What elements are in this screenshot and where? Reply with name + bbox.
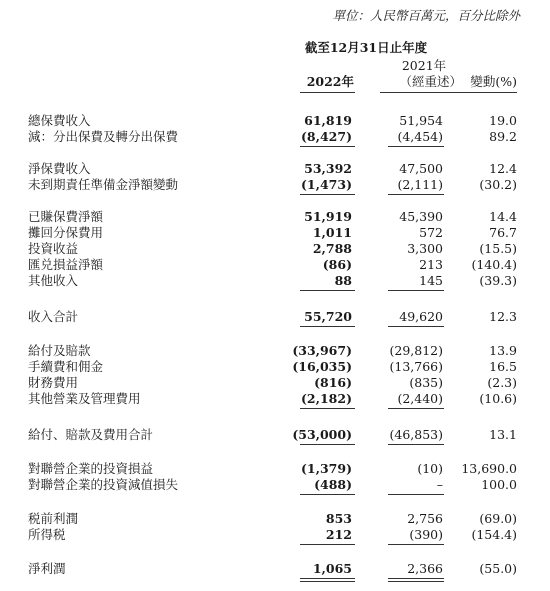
subtotal-rule — [388, 494, 444, 495]
column-header-period: 截至12月31日止年度 — [304, 40, 428, 55]
row-label: 總保費收入 — [28, 113, 91, 128]
subtotal-rule — [300, 326, 355, 327]
value-2021: (390) — [409, 527, 443, 542]
value-2021: 47,500 — [399, 161, 443, 176]
value-2022: (86) — [322, 257, 352, 272]
value-2021: 145 — [419, 273, 443, 288]
row-label: 其他收入 — [28, 273, 79, 288]
value-2022: 853 — [325, 511, 352, 526]
value-change: (30.2) — [479, 177, 517, 192]
value-2021: 3,300 — [407, 241, 443, 256]
row-label: 手續費和佣金 — [28, 359, 104, 374]
table-row — [0, 178, 550, 192]
table-row — [0, 376, 550, 390]
value-2022: (16,035) — [292, 359, 352, 374]
value-2022: 53,392 — [304, 161, 352, 176]
table-row — [0, 226, 550, 240]
value-change: 14.4 — [489, 209, 517, 224]
table-row — [0, 162, 550, 176]
row-label: 對聯營企業的投資減值損失 — [28, 477, 179, 492]
subtotal-rule — [388, 326, 444, 327]
total-double-rule — [388, 581, 444, 582]
value-change: (55.0) — [479, 561, 517, 576]
value-2022: (488) — [314, 477, 352, 492]
value-2021: 45,390 — [399, 209, 443, 224]
value-2022: 1,065 — [312, 561, 352, 576]
row-label: 淨利潤 — [28, 561, 66, 576]
value-2021: 51,954 — [399, 113, 443, 128]
row-label: 財務費用 — [28, 375, 79, 390]
table-row — [0, 428, 550, 442]
value-change: (140.4) — [471, 257, 517, 272]
table-row — [0, 512, 550, 526]
column-header-2021-year: 2021年 — [401, 58, 447, 73]
subtotal-rule — [388, 408, 444, 409]
table-row — [0, 462, 550, 476]
subtotal-rule — [300, 290, 355, 291]
header-underline-change — [455, 92, 517, 93]
value-change: 76.7 — [489, 225, 517, 240]
subtotal-rule — [300, 146, 355, 147]
table-row — [0, 478, 550, 492]
table-row — [0, 310, 550, 324]
value-change: (39.3) — [479, 273, 517, 288]
value-change: 13.1 — [489, 427, 517, 442]
value-2022: 51,919 — [304, 209, 352, 224]
value-2021: (13,766) — [389, 359, 443, 374]
subtotal-rule — [300, 194, 355, 195]
value-change: (10.6) — [479, 391, 517, 406]
row-label: 已賺保費淨額 — [28, 209, 104, 224]
value-2021: (2,440) — [397, 391, 443, 406]
value-change: 100.0 — [481, 477, 517, 492]
row-label: 減：分出保費及轉分出保費 — [28, 129, 179, 144]
row-label: 收入合計 — [28, 309, 79, 324]
value-change: 16.5 — [489, 359, 517, 374]
total-double-rule — [300, 578, 355, 579]
row-label: 匯兑損益淨額 — [28, 257, 104, 272]
subtotal-rule — [388, 194, 444, 195]
value-2022: (8,427) — [301, 129, 352, 144]
table-row — [0, 360, 550, 374]
table-row — [0, 258, 550, 272]
value-2022: 212 — [325, 527, 352, 542]
value-change: (154.4) — [471, 527, 517, 542]
row-label: 給付及賠款 — [28, 343, 91, 358]
row-label: 給付、賠款及費用合計 — [28, 427, 154, 442]
value-2021: 2,756 — [407, 511, 443, 526]
value-2021: 2,366 — [407, 561, 443, 576]
row-label: 對聯營企業的投資損益 — [28, 461, 154, 476]
total-double-rule — [300, 581, 355, 582]
value-2021: (835) — [409, 375, 443, 390]
table-row — [0, 562, 550, 576]
value-change: 19.0 — [489, 113, 517, 128]
row-label: 投資收益 — [28, 241, 79, 256]
value-2022: (1,473) — [301, 177, 352, 192]
value-2022: 1,011 — [312, 225, 352, 240]
total-double-rule — [388, 578, 444, 579]
unit-note: 單位：人民幣百萬元，百分比除外 — [332, 8, 520, 23]
table-row — [0, 130, 550, 144]
subtotal-rule — [300, 494, 355, 495]
header-underline-2021 — [380, 92, 462, 93]
value-2022: (53,000) — [292, 427, 352, 442]
subtotal-rule — [388, 146, 444, 147]
value-2021: (10) — [417, 461, 443, 476]
value-change: 12.3 — [489, 309, 517, 324]
table-row — [0, 344, 550, 358]
value-change: (2.3) — [487, 375, 517, 390]
value-2021: – — [436, 477, 443, 492]
row-label: 所得税 — [28, 527, 66, 542]
column-header-2022: 2022年 — [306, 74, 354, 89]
value-2022: 2,788 — [312, 241, 352, 256]
value-change: 89.2 — [489, 129, 517, 144]
value-change: (69.0) — [479, 511, 517, 526]
value-2022: 61,819 — [304, 113, 352, 128]
subtotal-rule — [300, 544, 355, 545]
value-change: 13,690.0 — [461, 461, 517, 476]
column-header-restated: （經重述） — [399, 74, 462, 89]
subtotal-rule — [388, 290, 444, 291]
row-label: 税前利潤 — [28, 511, 79, 526]
value-2022: (1,379) — [301, 461, 352, 476]
row-label: 其他營業及管理費用 — [28, 391, 141, 406]
value-change: (15.5) — [479, 241, 517, 256]
value-2022: (2,182) — [301, 391, 352, 406]
header-underline-2022 — [300, 92, 355, 93]
value-2021: (2,111) — [397, 177, 443, 192]
subtotal-rule — [388, 444, 444, 445]
value-2021: 49,620 — [399, 309, 443, 324]
value-change: 13.9 — [489, 343, 517, 358]
table-row — [0, 242, 550, 256]
value-2021: (46,853) — [389, 427, 443, 442]
value-change: 12.4 — [489, 161, 517, 176]
table-row — [0, 392, 550, 406]
value-2021: (29,812) — [389, 343, 443, 358]
row-label: 攤回分保費用 — [28, 225, 104, 240]
row-label: 未到期責任準備金淨額變動 — [28, 177, 179, 192]
subtotal-rule — [300, 408, 355, 409]
value-2022: 88 — [334, 273, 352, 288]
value-2021: (4,454) — [397, 129, 443, 144]
row-label: 淨保費收入 — [28, 161, 91, 176]
value-2022: (33,967) — [292, 343, 352, 358]
table-row — [0, 210, 550, 224]
value-2021: 572 — [419, 225, 443, 240]
subtotal-rule — [388, 544, 444, 545]
table-row — [0, 274, 550, 288]
value-2022: 55,720 — [304, 309, 352, 324]
column-header-change: 變動(%) — [470, 74, 517, 89]
table-row — [0, 114, 550, 128]
subtotal-rule — [300, 444, 355, 445]
value-2022: (816) — [314, 375, 352, 390]
table-row — [0, 528, 550, 542]
value-2021: 213 — [419, 257, 443, 272]
